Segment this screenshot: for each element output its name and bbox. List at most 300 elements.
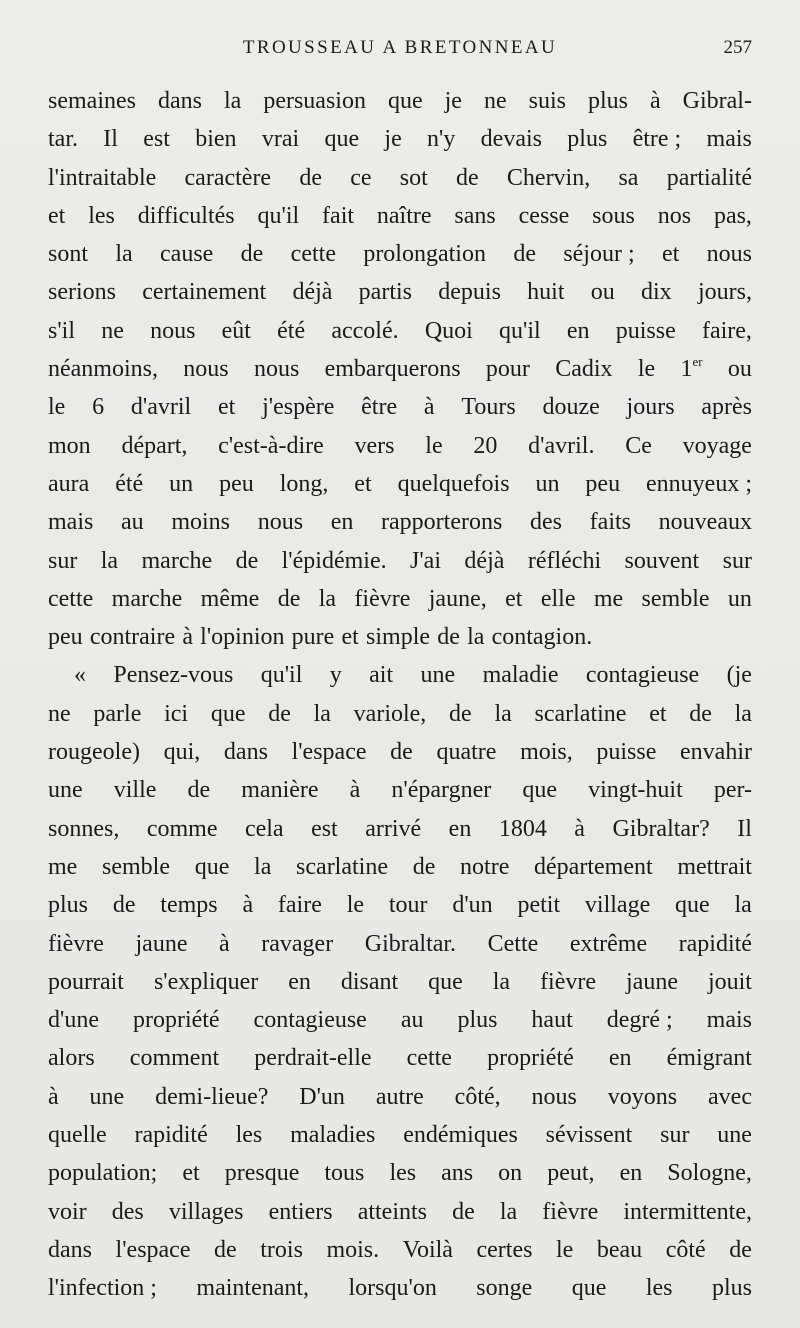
word: en [608,1045,632,1072]
word: à [242,892,254,919]
word: comme [146,815,218,842]
text-line [48,1078,752,1116]
word: beau [596,1236,643,1263]
word: que [210,700,246,727]
word: je [444,88,462,114]
word: plus [587,88,628,114]
word: côté, [454,1083,501,1110]
word: à [349,777,361,804]
word: voyage [682,432,752,459]
word: que [194,853,230,880]
word: sont [48,241,89,268]
word: les [389,1160,417,1187]
word: contagieuse [253,1007,367,1034]
word: difficultés [137,202,235,229]
word: pas, [713,202,752,229]
word: émigrant [666,1045,752,1072]
text-line [48,1193,752,1231]
word: sur [48,547,78,574]
word: mais [706,126,752,153]
word: une [717,1122,752,1149]
word: Chervin, [506,164,591,191]
word: qu'il [257,202,300,229]
running-head: TROUSSEAU A BRETONNEAU [242,37,558,58]
word: que [428,968,463,995]
word: et [341,624,359,651]
word: mois. [326,1236,380,1263]
word: devais [480,126,542,153]
word: on [498,1160,523,1187]
word: est [311,815,338,842]
text-line [48,1001,752,1039]
word: rapidité [134,1122,208,1149]
word: que [387,88,423,114]
word: (je [726,662,752,689]
word: cela [244,815,284,842]
word: qui, [163,739,201,766]
word: cette [48,585,94,612]
word: depuis [438,279,501,306]
word: en [448,815,472,842]
word: faits [589,509,631,536]
word: côté [665,1236,706,1263]
text-line [48,273,752,311]
word: pour [485,356,530,383]
word: été [115,470,144,497]
word: tar. [48,126,78,153]
word: la [499,1198,518,1225]
word: D'un [299,1083,345,1110]
word: Pensez-vous [113,662,234,689]
word: nouveaux [658,509,752,536]
word: d'une [48,1007,99,1034]
word: fièvre [48,930,104,957]
word: elle [540,585,576,612]
word: bien [195,126,237,153]
word: ici [164,700,189,727]
word: temps [160,892,218,919]
word: alors [48,1045,95,1072]
word: ne [483,88,507,114]
word: de [689,700,712,727]
word: long, [279,470,329,497]
text-line [48,848,752,886]
word: vrai [261,126,300,153]
word: voyons [607,1083,678,1110]
word: lorsqu'on [348,1275,437,1302]
word: en [288,968,311,995]
word: fièvre [354,585,411,612]
text-line [48,465,752,503]
word: Ce [625,432,652,459]
word: et [661,241,680,268]
word: la [734,892,752,919]
text-line [48,542,752,580]
word: le [637,356,656,383]
word: songe [476,1275,533,1302]
word: Gibraltar? [612,815,710,842]
word: 6 [92,394,105,421]
word: la [100,547,119,574]
word: intermittente, [623,1198,752,1225]
text-line [48,1269,752,1307]
word: l'intraitable [48,164,157,191]
word: « [74,662,86,689]
word: l'infection ; [48,1275,157,1302]
word: cette [290,241,336,268]
word: de [456,164,479,191]
word: quatre [436,739,497,766]
word: ennuyeux ; [646,470,752,497]
word: sévissent [545,1122,633,1149]
word: l'espace [115,1236,191,1263]
word: jours [626,394,675,421]
word: à [574,815,585,842]
word: et [649,700,667,727]
word: suis [528,88,566,114]
word: jouit [707,968,752,995]
word: d'avril. [528,432,595,459]
word: nous [183,356,229,383]
word: ne [48,700,71,727]
word: peu [219,470,254,497]
word: nos [657,202,692,229]
word: c'est-à-dire [218,432,324,459]
word: mais [706,1007,752,1034]
word: naître [376,202,432,229]
word: aura [48,470,90,497]
word: Cette [487,930,539,957]
word: extrême [569,930,648,957]
word: plus [567,126,608,153]
word: manière [241,777,319,804]
word: peu [48,624,83,651]
word: pure [291,624,335,651]
word: 1er [680,354,703,383]
text-line [48,1231,752,1269]
word: Cadix [555,356,613,383]
word: 1804 [498,815,547,842]
word: que [522,777,557,804]
text-line [48,235,752,273]
word: que [324,126,360,153]
word: ravager [261,930,334,957]
word: une [420,662,456,689]
word: 20 [473,432,498,459]
word: déjà [464,547,505,574]
word: huit [527,279,565,306]
word: l'opinion [200,624,285,651]
word: de [187,777,211,804]
word: est [143,126,170,153]
word: néanmoins, [48,356,158,383]
word: rapporterons [381,509,503,536]
body-text [48,82,752,1308]
word: peut, [547,1160,595,1187]
word: et [505,585,523,612]
word: arrivé [365,815,422,842]
word: ce [350,164,372,191]
word: sot [399,164,428,191]
word: notre [460,853,510,880]
word: et [354,470,372,497]
word: et [182,1160,200,1187]
word: caractère [184,164,272,191]
word: rapidité [678,930,752,957]
word: presque [224,1160,300,1187]
word: dans [223,739,268,766]
word: nous [706,241,752,268]
word: sur [660,1122,690,1149]
word: autre [375,1083,424,1110]
text-line [48,695,752,733]
word: semble [641,585,710,612]
word: partialité [666,164,752,191]
word: de [513,241,536,268]
word: plus [457,1007,498,1034]
word: accolé. [331,317,399,344]
word: me [593,585,624,612]
word: réfléchi [527,547,602,574]
word: Sologne, [667,1160,752,1187]
word: Quoi [424,317,473,344]
word: quelle [48,1122,107,1149]
word: plus [711,1275,752,1302]
word: douze [542,394,600,421]
word: nous [253,356,300,383]
word: ait [369,662,394,689]
word: dix [641,279,672,306]
text-line [48,886,752,924]
word: en [566,317,590,344]
word: des [530,509,562,536]
word: endémiques [403,1122,518,1149]
word: demi-lieue? [155,1083,269,1110]
text-line [48,350,752,388]
word: de [452,1198,475,1225]
word: semble [102,853,170,880]
word: Il [103,126,118,153]
word: cesse [518,202,570,229]
word: au [400,1007,424,1034]
text-line [48,312,752,350]
word: jours, [697,279,752,306]
word: même [200,585,260,612]
word: comment [129,1045,220,1072]
word: fièvre [540,968,597,995]
text-line [48,82,752,120]
word: Tours [461,394,516,421]
text-line [48,771,752,809]
word: mon [48,432,91,459]
word: eût [221,317,251,344]
word: la [318,585,337,612]
word: l'épidémie. [281,547,387,574]
word: tous [324,1160,365,1187]
word: de [729,1236,752,1263]
word: mais [48,509,94,536]
word: dans [157,88,202,114]
word: marche [111,585,183,612]
word: sonnes, [48,815,120,842]
word: vers [354,432,395,459]
word: à [182,624,193,651]
word: souvent [624,547,700,574]
word: être [361,394,398,421]
word: de [299,164,322,191]
word: parle [93,700,142,727]
text-line [48,1116,752,1154]
word: degré ; [606,1007,673,1034]
word: maladie [482,662,559,689]
word: ou [727,356,752,383]
word: de [268,700,291,727]
word: de [277,585,301,612]
text-line [48,963,752,1001]
word: contraire [89,624,176,651]
word: puisse [615,317,676,344]
word: qu'il [260,662,303,689]
word: de [240,241,264,268]
text-line [48,503,752,541]
word: cette [406,1045,452,1072]
word: disant [340,968,399,995]
word: Gibraltar. [364,930,457,957]
page-header [48,32,752,64]
word: un [535,470,560,497]
word: une [89,1083,125,1110]
word: être ; [632,126,682,153]
word: entiers [268,1198,333,1225]
word: des [111,1198,144,1225]
word: les [88,202,115,229]
word: sans [454,202,496,229]
word: sa [618,164,639,191]
word: à [219,930,230,957]
word: jaune [626,968,678,995]
word: per- [713,777,752,804]
word: un [169,470,194,497]
word: faire [277,892,322,919]
word: cause [160,241,214,268]
text-line [48,1039,752,1077]
word: pourrait [48,968,124,995]
word: mettrait [677,853,752,880]
word: la [494,700,512,727]
word: sous [592,202,635,229]
word: ou [590,279,615,306]
word: d'un [452,892,493,919]
word: villages [168,1198,244,1225]
word: simple [366,624,431,651]
word: département [534,853,653,880]
word: au [121,509,144,536]
word: mois, [520,739,573,766]
word: fait [322,202,355,229]
word: ville [113,777,157,804]
word: population; [48,1160,158,1187]
word: partis [358,279,412,306]
word: maintenant, [196,1275,310,1302]
word: fièvre [542,1198,599,1225]
word: d'avril [130,394,192,421]
text-line [48,120,752,158]
text-line [48,810,752,848]
word: et [48,202,66,229]
word: Il [737,815,752,842]
word: jaune, [428,585,487,612]
text-line [48,197,752,235]
word: propriété [487,1045,574,1072]
word: et [217,394,236,421]
word: scarlatine [534,700,627,727]
text-line [48,159,752,197]
word: quelquefois [397,470,510,497]
word: ans [441,1160,474,1187]
word: embarquerons [324,356,461,383]
word: atteints [357,1198,428,1225]
word: de [412,853,436,880]
word: la [254,853,272,880]
word: de [235,547,259,574]
word: envahir [680,739,752,766]
word: en [619,1160,643,1187]
word: la [223,88,242,114]
word: peu [585,470,621,497]
word: une [48,777,83,804]
word: les [645,1275,673,1302]
word: à [423,394,435,421]
text-line [48,656,752,694]
word: à [649,88,661,114]
word: les [235,1122,263,1149]
word: contagion. [491,624,593,651]
word: certes [476,1236,533,1263]
word: la [492,968,511,995]
word: je [384,126,402,153]
word: avec [708,1083,752,1110]
word: ne [101,317,124,344]
page-number: 257 [723,37,752,58]
word: nous [531,1083,577,1110]
word: un [727,585,752,612]
word: certainement [142,279,267,306]
word: voir [48,1198,87,1225]
word: après [701,394,752,421]
text-line [48,733,752,771]
word: de [437,624,460,651]
word: plus [48,892,89,919]
word: petit [517,892,561,919]
word: semaines [48,88,136,114]
word: scarlatine [296,853,388,880]
word: j'espère [262,394,335,421]
text-line [48,427,752,465]
word: J'ai [410,547,441,574]
word: en [330,509,354,536]
word: perdrait-elle [254,1045,372,1072]
word: tour [388,892,428,919]
word: la [313,700,331,727]
word: de [390,739,413,766]
word: nous [150,317,196,344]
word: de [214,1236,237,1263]
word: le [556,1236,574,1263]
word: Gibral- [682,88,752,114]
word: maladies [290,1122,376,1149]
word: de [112,892,136,919]
word: le [425,432,443,459]
